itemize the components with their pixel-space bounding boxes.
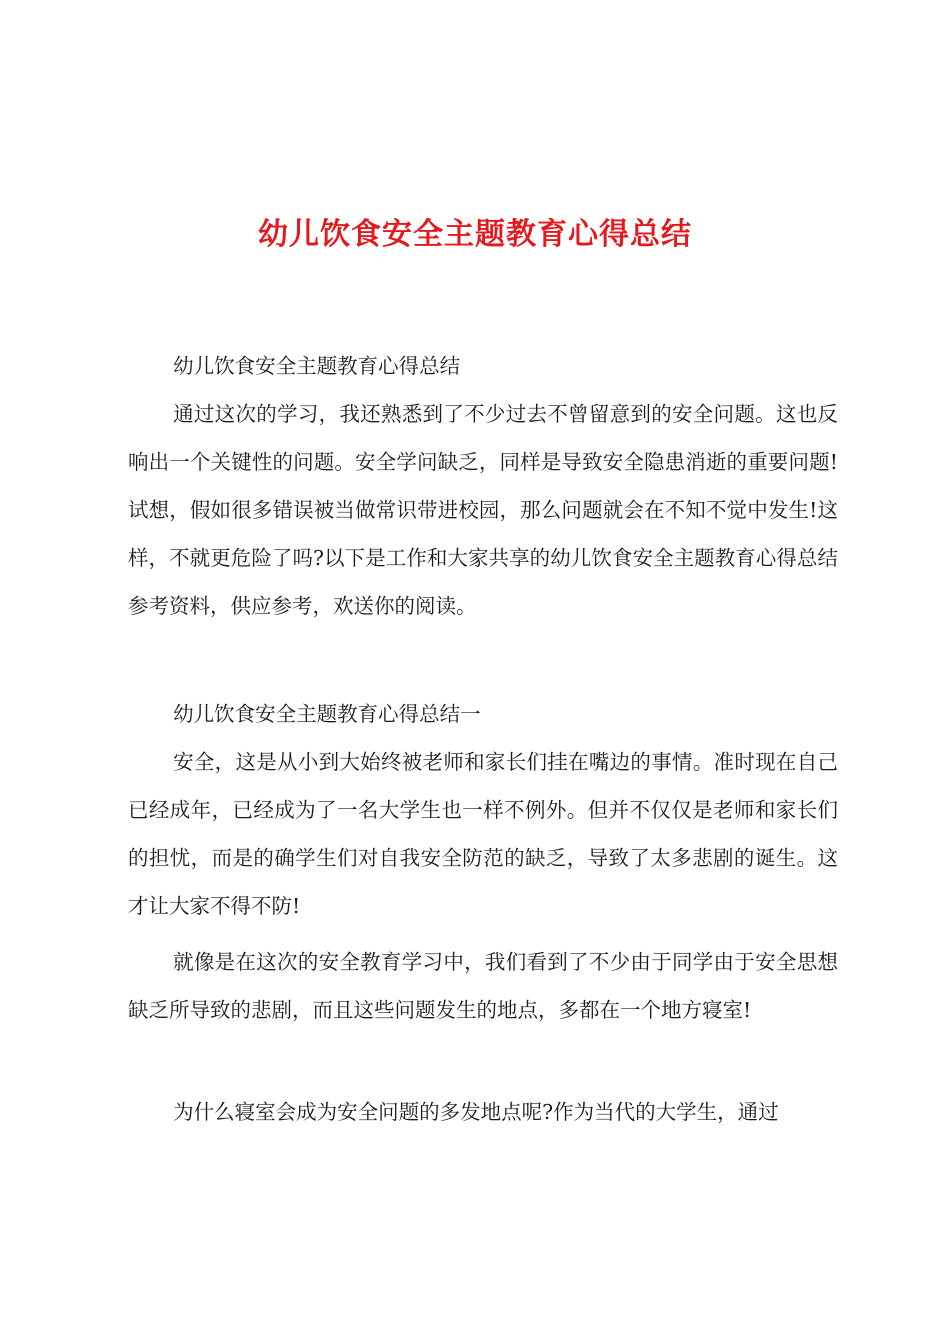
body-paragraph: 就像是在这次的安全教育学习中，我们看到了不少由于同学由于安全思想缺乏所导致的悲剧，而且这些问题发生的地点，多都在一个地方寝室!: [128, 950, 838, 1022]
document-title: 幼儿饮食安全主题教育心得总结: [258, 217, 692, 252]
body-paragraph: 为什么寝室会成为安全问题的多发地点呢?作为当代的大学生，通过: [173, 1100, 779, 1124]
intro-paragraph: 通过这次的学习，我还熟悉到了不少过去不曾留意到的安全问题。这也反响出一个关键性的问题。安全学问缺乏，同样是导致安全隐患消逝的重要问题!试想，假如很多错误被当做常识带进校园，那么问题就会在不知不觉中发生!这样，不就更危险了吗?以下是工作和大家共享的幼儿饮食安全主题教育心得总结参考资料，供应参考，欢送你的阅读。: [128, 402, 838, 618]
intro-heading: 幼儿饮食安全主题教育心得总结: [173, 354, 461, 378]
body-paragraph: 安全，这是从小到大始终被老师和家长们挂在嘴边的事情。准时现在自己已经成年，已经成为了一名大学生也一样不例外。但并不仅仅是老师和家长们的担忧，而是的确学生们对自我安全防范的缺乏，导致了太多悲剧的诞生。这才让大家不得不防!: [128, 750, 838, 918]
section-heading: 幼儿饮食安全主题教育心得总结一: [173, 702, 481, 726]
